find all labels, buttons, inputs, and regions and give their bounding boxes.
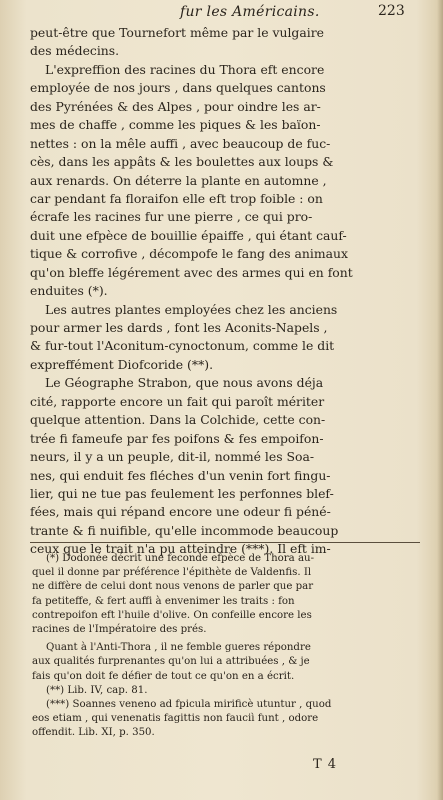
footnote-line: Quant à l'Anti-Thora , il ne femble gueres répondre [46, 642, 311, 654]
footnote-line: fa petiteffe, & fert auffi à envenimer les traits : fon [32, 595, 295, 607]
text-line: des médecins. [30, 43, 120, 59]
text-line: L'expreffion des racines du Thora eft encore [45, 61, 325, 77]
footnote-line: fais qu'on doit fe défier de tout ce qu'on en a écrit. [32, 670, 295, 682]
text-line: aux renards. On déterre la plante en automne , [30, 172, 327, 188]
text-line: enduites (*). [30, 283, 108, 299]
text-line: ceux que le trait n'a pu atteindre (***). Il eft im- [30, 541, 331, 557]
footnote-line: quel il donne par préférence l'épithète de Valdenfis. Il [32, 567, 312, 579]
text-line: nes, qui enduit fes fléches d'un venin fort fingu- [30, 467, 331, 483]
text-line: mes de chaffe , comme les piques & les baïon- [30, 117, 321, 133]
main-text [30, 24, 422, 559]
footnotes [32, 552, 424, 740]
footnote-line: offendit. Lib. XI, p. 350. [32, 727, 155, 739]
text-line: cès, dans les appâts & les boulettes aux loups & [30, 154, 334, 170]
footnote-line: (***) Soannes veneno ad fpicula mirificè utuntur , quod [46, 698, 332, 710]
text-line: trante & fi nuifible, qu'elle incommode beaucoup [30, 522, 339, 538]
text-line: quelque attention. Dans la Colchide, cette con- [30, 412, 326, 428]
text-line: & fur-tout l'Aconitum-cynoctonum, comme le dit [30, 338, 335, 354]
text-line: employée de nos jours , dans quelques cantons [30, 80, 326, 96]
text-line: fées, mais qui répand encore une odeur fi péné- [30, 504, 331, 520]
footnote-line: (*) Dodonée décrit une feconde efpèce de Thora au- [46, 553, 315, 564]
footnote-rule [30, 542, 420, 543]
text-line: lier, qui ne tue pas feulement les perfonnes blef- [30, 485, 334, 501]
footnote-line: ne diffère de celui dont nous venons de parler que par [32, 581, 314, 593]
signature-mark: T 4 [313, 757, 338, 772]
text-line: expreffément Diofcoride (**). [30, 356, 214, 372]
page-header [0, 2, 443, 24]
footnote-line: eos etiam , qui venenatis fagittis non fauciì funt , odore [32, 713, 319, 725]
text-line: pour armer les dards , font les Aconits-Napels , [30, 320, 328, 335]
page-edge-shadow [437, 0, 443, 800]
footnote-line: racines de l'Impératoire des prés. [32, 623, 207, 635]
text-line: car pendant fa floraifon elle eft trop foible : on [30, 190, 323, 206]
text-line: duit une efpèce de bouillie épaiffe , qui étant cauf- [30, 227, 347, 243]
text-line: qu'on bleffe légérement avec des armes qui en font [30, 264, 353, 280]
running-head: fur les Américains. [180, 4, 320, 20]
text-line: Les autres plantes employées chez les anciens [45, 301, 338, 317]
footnote-line: (**) Lib. IV, cap. 81. [46, 684, 148, 696]
text-line: neurs, il y a un peuple, dit-il, nommé les Soa- [30, 449, 315, 465]
footnote-line: contrepoifon eft l'huile d'olive. On confeille encore les [32, 609, 312, 621]
text-line: nettes : on la mêle auffi , avec beaucoup de fuc- [30, 135, 331, 151]
text-line: tique & corrofive , décompofe le fang des animaux [30, 246, 348, 262]
footnote-line: aux qualités furprenantes qu'on lui a attribuées , & je [32, 656, 310, 668]
text-line: Le Géographe Strabon, que nous avons déja [45, 375, 324, 391]
text-line: des Pyrénées & des Alpes , pour oindre les ar- [30, 98, 321, 114]
text-line: peut-être que Tournefort même par le vulgaire [30, 25, 324, 40]
text-line: trée fi fameufe par fes poifons & fes empoifon- [30, 430, 324, 446]
text-line: écrafe les racines fur une pierre , ce qui pro- [30, 209, 313, 225]
text-line: cité, rapporte encore un fait qui paroît mériter [30, 393, 325, 409]
page-number: 223 [378, 3, 405, 19]
